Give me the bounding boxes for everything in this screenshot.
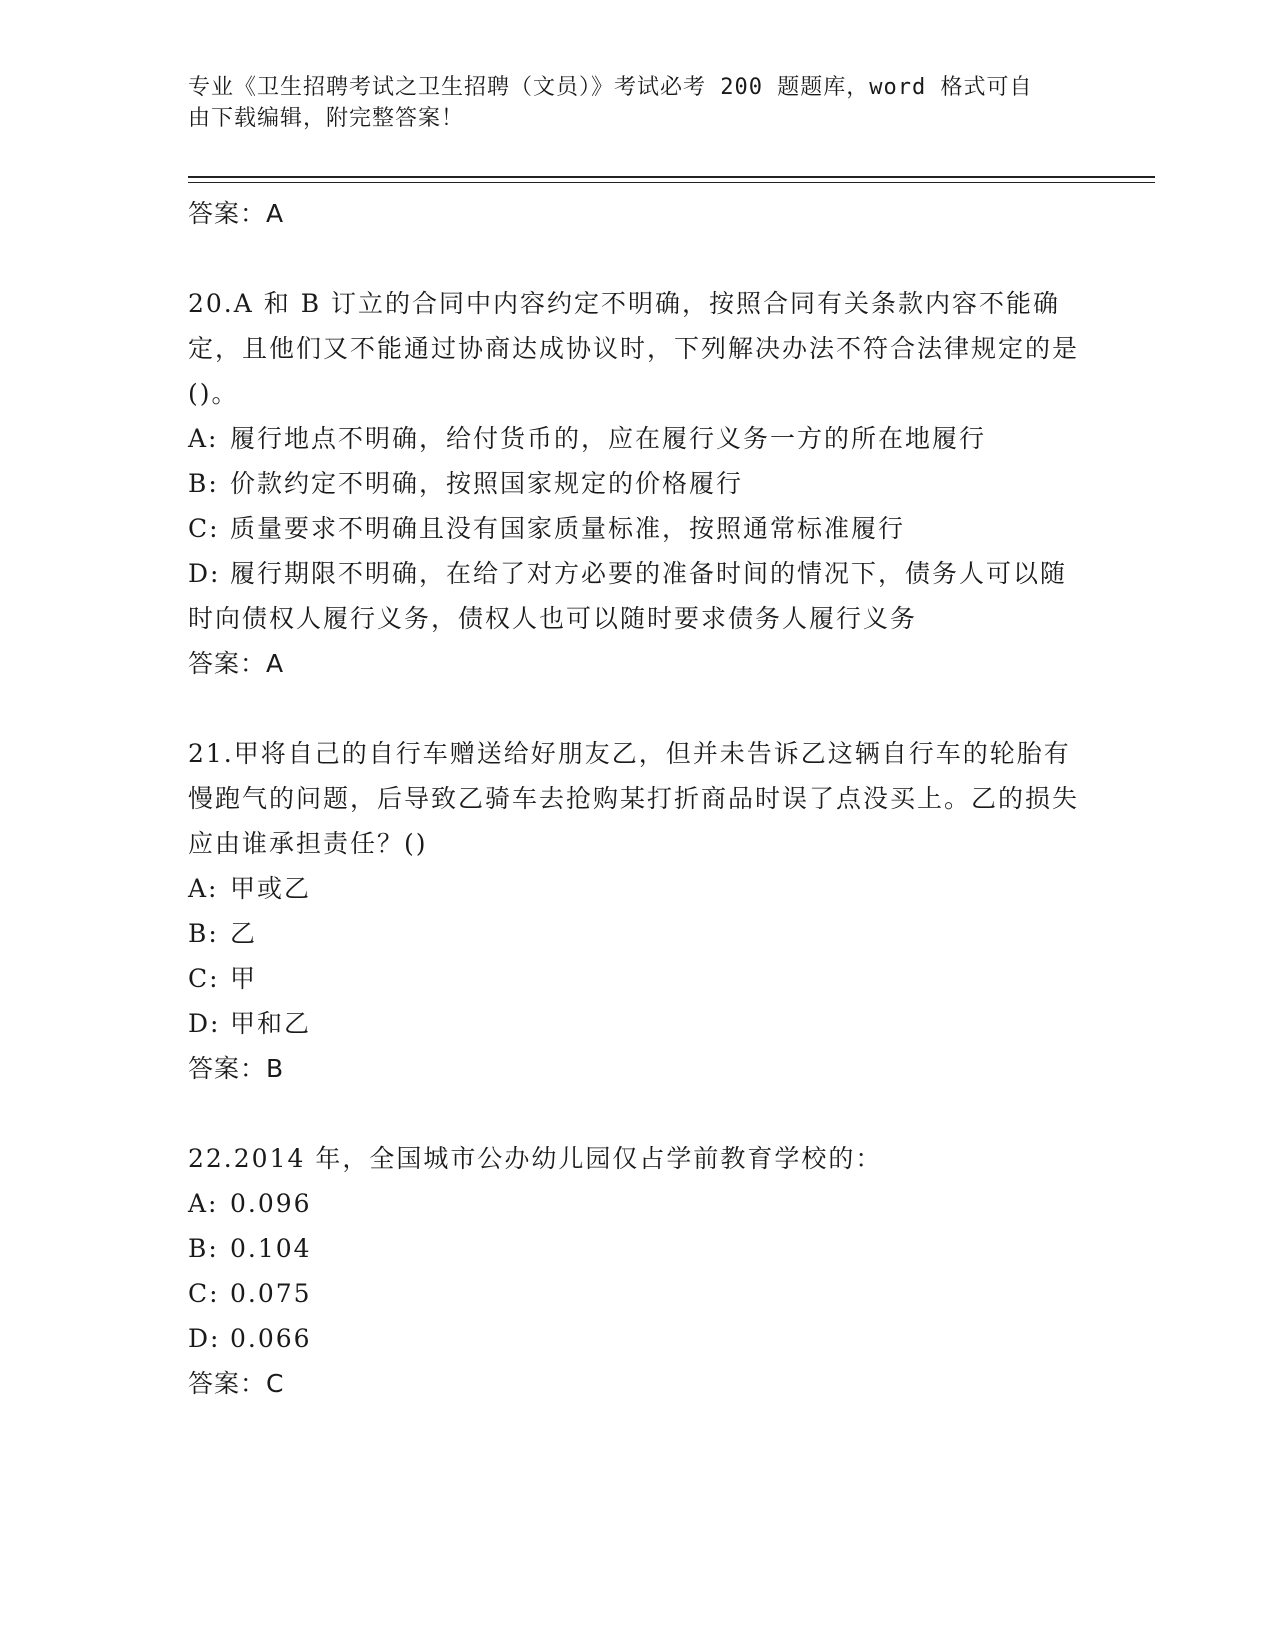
answer-line: 答案：A: [188, 199, 285, 228]
answer-line: 答案：B: [188, 1054, 285, 1083]
option-text: 0.075: [230, 1279, 312, 1308]
option-key: A:: [188, 424, 219, 453]
option-key: C:: [188, 1279, 220, 1308]
header-line-2: 由下载编辑，附完整答案！: [188, 106, 465, 131]
option-b: [188, 461, 1088, 506]
question-block: [188, 1136, 1088, 1406]
option-key: B:: [188, 469, 219, 498]
answer-line: 答案：C: [188, 1369, 285, 1398]
option-key: D:: [188, 559, 221, 588]
option-text: 价款约定不明确，按照国家规定的价格履行: [230, 469, 744, 498]
option-key: C:: [188, 514, 220, 543]
spacer: [188, 236, 1088, 281]
option-key: C:: [188, 964, 220, 993]
question-stem: 21.甲将自己的自行车赠送给好朋友乙，但并未告诉乙这辆自行车的轮胎有慢跑气的问题，后导致乙骑车去抢购某打折商品时误了点没买上。乙的损失应由谁承担责任？(): [188, 739, 1080, 858]
header-divider-secondary: [188, 182, 1155, 183]
option-a: [188, 866, 1088, 911]
option-a: [188, 416, 1088, 461]
option-text: 甲: [230, 964, 258, 993]
option-b: [188, 911, 1088, 956]
option-key: B:: [188, 919, 219, 948]
question-stem: 20.A 和 B 订立的合同中内容约定不明确，按照合同有关条款内容不能确定，且他们又不能通过协商达成协议时，下列解决办法不符合法律规定的是()。: [188, 289, 1080, 408]
header-line-1: 专业《卫生招聘考试之卫生招聘（文员）》考试必考 200 题题库，word 格式可自: [188, 75, 1033, 100]
option-text: 履行地点不明确，给付货币的，应在履行义务一方的所在地履行: [230, 424, 987, 453]
option-key: A:: [188, 874, 219, 903]
spacer: [188, 1091, 1088, 1136]
header-divider: [188, 176, 1155, 178]
question-list: [188, 191, 1088, 1406]
option-d: [188, 1001, 1088, 1046]
option-text: 乙: [230, 919, 258, 948]
option-key: A:: [188, 1189, 219, 1218]
option-d: [188, 551, 1088, 641]
question-stem: 22.2014 年，全国城市公办幼儿园仅占学前教育学校的：: [188, 1144, 883, 1173]
question-block: [188, 281, 1088, 686]
answer-line: 答案：A: [188, 649, 285, 678]
option-text: 甲或乙: [230, 874, 312, 903]
option-text: 0.066: [230, 1324, 312, 1353]
spacer: [188, 686, 1088, 731]
page-header: [188, 72, 1068, 134]
option-a: [188, 1181, 1088, 1226]
option-c: [188, 956, 1088, 1001]
option-text: 甲和乙: [230, 1009, 312, 1038]
option-text: 质量要求不明确且没有国家质量标准，按照通常标准履行: [230, 514, 906, 543]
option-c: [188, 1271, 1088, 1316]
option-b: [188, 1226, 1088, 1271]
option-c: [188, 506, 1088, 551]
option-key: B:: [188, 1234, 219, 1263]
option-key: D:: [188, 1009, 221, 1038]
option-d: [188, 1316, 1088, 1361]
option-key: D:: [188, 1324, 221, 1353]
option-text: 0.096: [230, 1189, 312, 1218]
option-text: 0.104: [230, 1234, 312, 1263]
option-text: 履行期限不明确，在给了对方必要的准备时间的情况下，债务人可以随时向债权人履行义务，债权人也可以随时要求债务人履行义务: [188, 559, 1068, 633]
question-block: [188, 731, 1088, 1091]
